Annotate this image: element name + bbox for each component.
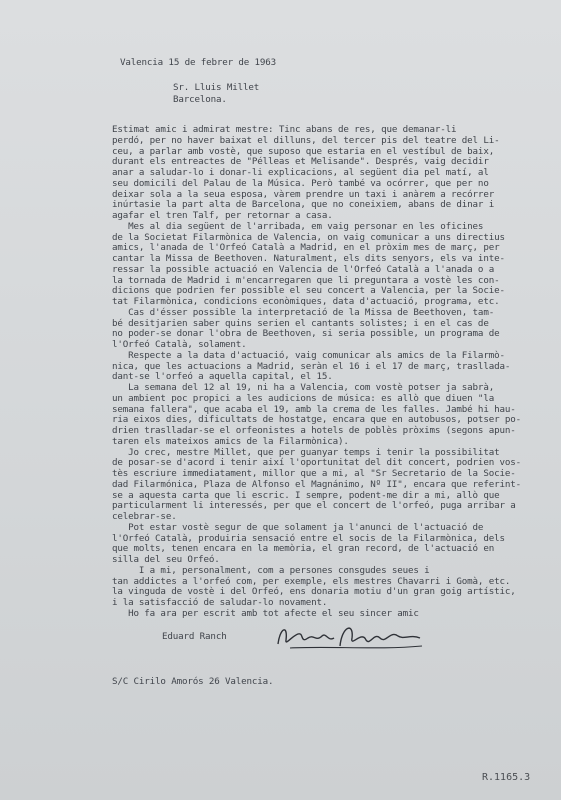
- body-line: tès escriure immediatament, millor que a mi, al "Sr Secretario de la Socie-: [112, 468, 516, 479]
- body-line: l'Orfeó Català, produiria sensació entre el socis de la Filarmònica, dels: [112, 532, 505, 544]
- body-line: deixar sola a la seua esposa, vàrem prendre un taxi i anàrem a recórrer: [112, 188, 495, 200]
- body-line: inúrtasie la part alta de Barcelona, que no coneixiem, abans de dinar i: [112, 199, 495, 211]
- sender-address: S/C Cirilo Amorós 26 Valencia.: [112, 676, 274, 687]
- recipient-name: Sr. Lluis Millet: [173, 82, 260, 93]
- body-line: cantar la Missa de Beethoven. Naturalment, els dits senyors, els va inte-: [112, 253, 505, 264]
- body-line: i la satisfacció de saludar-lo novament.: [112, 597, 328, 608]
- body-line: Cas d'ésser possible la interpretació de la Missa de Beethoven, tam-: [112, 306, 495, 318]
- body-line: bé desitjarien saber quins serien el cantants solistes; i en el cas de: [112, 317, 489, 329]
- body-line: dicions que podrien fer possible el seu concert a Valencia, per la Socie-: [112, 285, 505, 297]
- body-line: particularment li interessés, per que el concert de l'orfeó, puga arribar a: [112, 500, 516, 512]
- body-line: la vinguda de vostè i del Orfeó, ens donaria motiu d'un gran goig artístic,: [112, 586, 516, 598]
- body-line: taren els mateixos amics de la Filarmònica).: [112, 435, 349, 447]
- body-line: La semana del 12 al 19, ni ha a Valencia, com vostè potser ja sabrà,: [112, 382, 495, 393]
- body-line: perdó, per no haver baixat el dilluns, del tercer pis del teatre del Li-: [112, 134, 500, 146]
- body-line: no poder-se donar l'obra de Beethoven, si seria possible, un programa de: [112, 328, 500, 340]
- recipient-city: Barcelona.: [173, 94, 227, 105]
- signature-name: Eduard Ranch: [162, 631, 227, 642]
- body-line: Pot estar vostè segur de que solament ja l'anunci de l'actuació de: [112, 521, 484, 533]
- body-line: que molts, tenen encara en la memòria, el gran record, de l'actuació en: [112, 543, 495, 555]
- body-line: Jo crec, mestre Millet, que per guanyar temps i tenir la possibilitat: [112, 446, 500, 458]
- body-line: tan addictes a l'orfeó com, per exemple, els mestres Chavarri i Gomà, etc.: [112, 575, 511, 587]
- body-line: nica, que les actuacions a Madrid, seràn el 16 i el 17 de març, trasllada-: [112, 360, 511, 372]
- body-line: amics, l'anada de l'Orfeó Català a Madrid, en el pròxim mes de març, per: [112, 242, 500, 254]
- body-line: I a mi, personalment, com a persones consgudes seues i: [112, 564, 430, 576]
- body-line: semana fallera", que acaba el 19, amb la crema de les falles. Jambé hi hau-: [112, 403, 516, 415]
- body-line: de posar-se d'acord i tenir així l'oportunitat del dit concert, podrien vos-: [112, 457, 521, 469]
- body-line: silla del seu Orfeó.: [112, 554, 220, 565]
- body-line: la tornada de Madrid i m'encarregaren que li preguntara a vostè les con-: [112, 274, 500, 286]
- body-line: drien traslladar-se el orfeonistes a hotels de poblès pròxims (segons apun-: [112, 425, 516, 436]
- body-line: un ambient poc propici a les audicions de música: es allò que diuen "la: [112, 392, 495, 404]
- body-line: se a aquesta carta que li escric. I sempre, podent-me dir a mi, allò que: [112, 489, 500, 501]
- archive-reference: R.1165.3: [482, 772, 531, 783]
- body-line: ressar la possible actuació en Valencia de l'Orfeó Català a l'anada o a: [112, 263, 495, 275]
- body-line: seu domicili del Palau de la Música. Però també va ocórrer, que per no: [112, 177, 489, 189]
- body-line: Respecte a la data d'actuació, vaig comunicar als amics de la Filarmò-: [112, 349, 505, 361]
- body-line: Estimat amic i admirat mestre: Tinc abans de res, que demanar-li: [112, 124, 457, 135]
- body-line: ceu, a parlar amb vostè, que suposo que estaria en el vestíbul de baix,: [112, 145, 495, 157]
- body-line: l'Orfeó Català, solament.: [112, 339, 247, 350]
- body-line: durant els entreactes de "Pélleas et Melisande". Després, vaig decidir: [112, 156, 489, 168]
- handwritten-signature: [270, 616, 430, 656]
- body-line: dant-se l'orfeó a aquella capital, el 15.: [112, 371, 333, 383]
- body-line: Ho fa ara per escrit amb tot afecte el seu sincer amic: [112, 607, 419, 619]
- body-line: agafar el tren Talf, per retornar a casa.: [112, 210, 333, 221]
- body-line: celebrar-se.: [112, 511, 177, 522]
- body-line: ria eixos dies, dificultats de hostatge, encara que en autobusos, potser po-: [112, 414, 521, 426]
- body-line: tat Filarmònica, condicions econòmiques, data d'actuació, programa, etc.: [112, 296, 500, 307]
- body-line: de la Societat Filarmònica de Valencia, on vaig comunicar a uns directius: [112, 231, 505, 243]
- body-line: anar a saludar-lo i donar-li explicacions, al següent dia pel matí, al: [112, 167, 489, 178]
- letter-date: Valencia 15 de febrer de 1963: [120, 57, 277, 68]
- body-line: dad Filarmónica, Plaza de Alfonso el Magnánimo, Nº II", encara que referint-: [112, 478, 521, 490]
- body-line: Mes al dia següent de l'arribada, em vaig personar en les oficines: [112, 220, 484, 232]
